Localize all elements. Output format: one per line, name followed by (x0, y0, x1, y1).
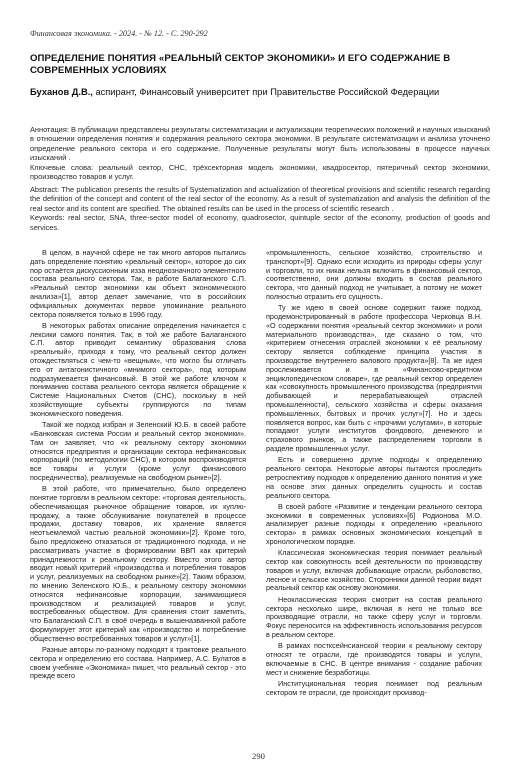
abstract-en: Abstract: The publication presents the results of Systematization and actualization of theoretical provisions and scientific research regarding the definition of the concept and content of the real sector of the economy. As a result of systematization and analysis the definition of the real sector and its content are specified. The obtained results can be used in the process of scientific research . (30, 185, 490, 213)
body-column-left (30, 249, 246, 684)
paragraph: Неоклассическая теория смотрит на состав реального сектора несколько шире, включая в него не только все производящие отрасли, но также сферу услуг и торговли. Фокус переносится на эффективность использования ресурсов в реальном секторе. (266, 594, 482, 639)
keywords-en: Keywords: real sector, SNA, three-sector model of economy, quadrosector, quintuple sector of the economy, production of goods and services. (30, 213, 490, 232)
author-affiliation: аспирант, Финансовый университет при Правительстве Российской Федерации (92, 87, 440, 97)
page-number: 290 (252, 751, 265, 761)
article-title: ОПРЕДЕЛЕНИЕ ПОНЯТИЯ «РЕАЛЬНЫЙ СЕКТОР ЭКОНОМИКИ» И ЕГО СОДЕРЖАНИЕ В СОВРЕМЕННЫХ УСЛОВИЯХ (30, 53, 451, 76)
paragraph: В этой работе, что примечательно, было определено понятие торговли в реальном секторе: «торговая деятельность, обеспечивающая рыночное обращение товаров, их куплю-продажу, а также обслуживание покупателей в процессе продажи, доставку товаров, их хранение является неотъемлемой частью реальной экономики»[2]. Кроме того, было предложено отказаться от традиционного подхода, и не рассматривать участие в формировании ВВП как критерий принадлежности к реальному сектору. Вместо этого автор вводит новый критерий «производства и потребления товаров и услуг, реализуемых на свободном рынке»[2]. Таким образом, по мнению Зеленского Ю.Б., к реальному сектору экономики относятся нефинансовые корпорации, занимающиеся производством и реализацией товаров и услуг, востребованных обществом. Для сравнения стоит заметить, что Балаганский С.П. в своё очередь в вышеназванной работе формулирует этот критерий как «производство и потребление общественно востребованных товаров и услуг»[1]. (30, 484, 246, 643)
paragraph: Такой же подход избран и Зеленский Ю.Б. в своей работе «Банковская система России и реальный сектор экономики». Там он заявляет, что «к реальному сектору экономики относятся предприятия и организации сектора нефинансовых корпораций (по методологии СНС), в котором воспроизводятся все товары и услуги (кроме услуг финансового посредничества), реализуемые на свободном рынке»[2]. (30, 420, 246, 482)
paragraph: В некоторых работах описание определения начинается с лексики самого понятия. Так, в той же работе Балаганского С.П. автор приводит семантику образования слова «реальный», приходя к тому, что реальный сектор должен отождествляться с чем-то «вещным», что могло бы отличать его от антагонистичного «мнимого сектора», под которым подразумевается финансовый. В этой же работе ключом к пониманию состава реального сектора является обращение к Системе Национальных Счетов (СНС), поскольку в ней хозяйствующие субъекты группируются по типам экономического поведения. (30, 320, 246, 418)
paragraph: «промышленность, сельское хозяйство, строительство и транспорт»[9]. Однако если исходить из природы сферы услуг и торговли, то их никак нельзя включить в финансовый сектор, соответственно, они должны входить в состав реального сектора, что данный подход не учитывает, а потому не может полностью отразить его сущность. (266, 248, 482, 301)
keywords-ru: Ключевые слова: реальный сектор, СНС, трёхсекторная модель экономики, квадросектор, пятеричный сектор экономики, производство товаров и услуг. (30, 162, 490, 182)
paragraph: Классическая экономическая теория понимает реальный сектор как совокупность всей деятельности по производству товаров и услуг, включая добывающие отрасли, рыболовство, лесное и сельское хозяйство. Сторонники данной теории видят реальный сектор как основу экономики. (266, 548, 482, 593)
paragraph: Разные авторы по-разному подходят к трактовке реального сектора и определению его состава. Например, А.С. Булатов в своем учебнике «Экономика» пишет, что реальный сектор - это прежде всего (30, 645, 246, 681)
paragraph: Есть и совершенно другие подходы к определению реального сектора. Некоторые авторы пытаются проследить ретроспективу подходов к определению данного понятия и уже на основе этих данных определить сущность и состав реального сектора. (266, 455, 482, 500)
paragraph: В своей работе «Развитие и тенденции реального сектора экономики в современных условиях»[6] Родионова М.О. анализирует разные подходы к определению «реального сектора» в рамках основных экономических концепций в хронологическом порядке. (266, 501, 482, 546)
paragraph: Институциональная теория понимает под реальным сектором те отрасли, где происходит производ- (266, 678, 482, 697)
body-column-right (266, 249, 482, 700)
paragraph: В рамках постксейнсианской теории к реальному сектору относят те отрасли, где производятся товары и услуги, включаемые в СНС. В центре внимания - создание рабочих мест и снижение безработицы. (266, 641, 482, 677)
journal-header: Финансовая экономика. - 2024. - № 12. - С. 290-292 (30, 29, 208, 38)
annotation-ru-block (30, 125, 490, 181)
abstract-en-block (30, 185, 490, 232)
paragraph: В целом, в научной сфере не так много авторов пытались дать определение понятию «реальный сектор», которое до сих пор остаётся дискуссионным изза неоднозначного элементного состава реального сектора. Так, в работе Балаганского С.П. «Реальный сектор экономики как объект экономического анализа»[1], автор делает замечание, что в российских официальных документах первое упоминание реального сектора появляется только в 1996 году. (30, 248, 246, 319)
annotation-ru: Аннотация: В публикации представлены результаты систематизации и актуализации теоретических положений и научных изысканий в отношении определения понятия и содержания реального сектора экономики. В результате систематизации и анализа уточнено определение реального сектора и его содержание. Полученные результаты могут быть использованы в процессе научных изысканий . (30, 125, 490, 163)
paragraph: Ту же идею в своей основе содержит также подход, продемонстрированный в работе профессора Черковца В.Н. «О содержании понятия «реальный сектор экономики» и роли материального производства», где сказано о том, что «критерием отнесения отраслей экономики к её реальному сектору является соблюдение принципа участия в производстве внутреннего валового продукта»[8]. Та же идея прослеживается и в «Финансово-кредитном энциклопедическом словаре», где реальный сектор определен как «совокупность промышленного производства (предприятия добывающей и перерабатывающей отраслей промышленности), сельского хозяйства и сферы оказания промышленных, бытовых и прочих услуг»[7]. Но и здесь появляется вопрос, как быть с «прочими услугами», в которые попадают услуги институтов фондового, денежного и страхового рынков, а также распределением торговли в разделе промышленных услуг. (266, 303, 482, 454)
author-name: Буханов Д.В., (30, 87, 93, 97)
author-line (30, 86, 500, 98)
